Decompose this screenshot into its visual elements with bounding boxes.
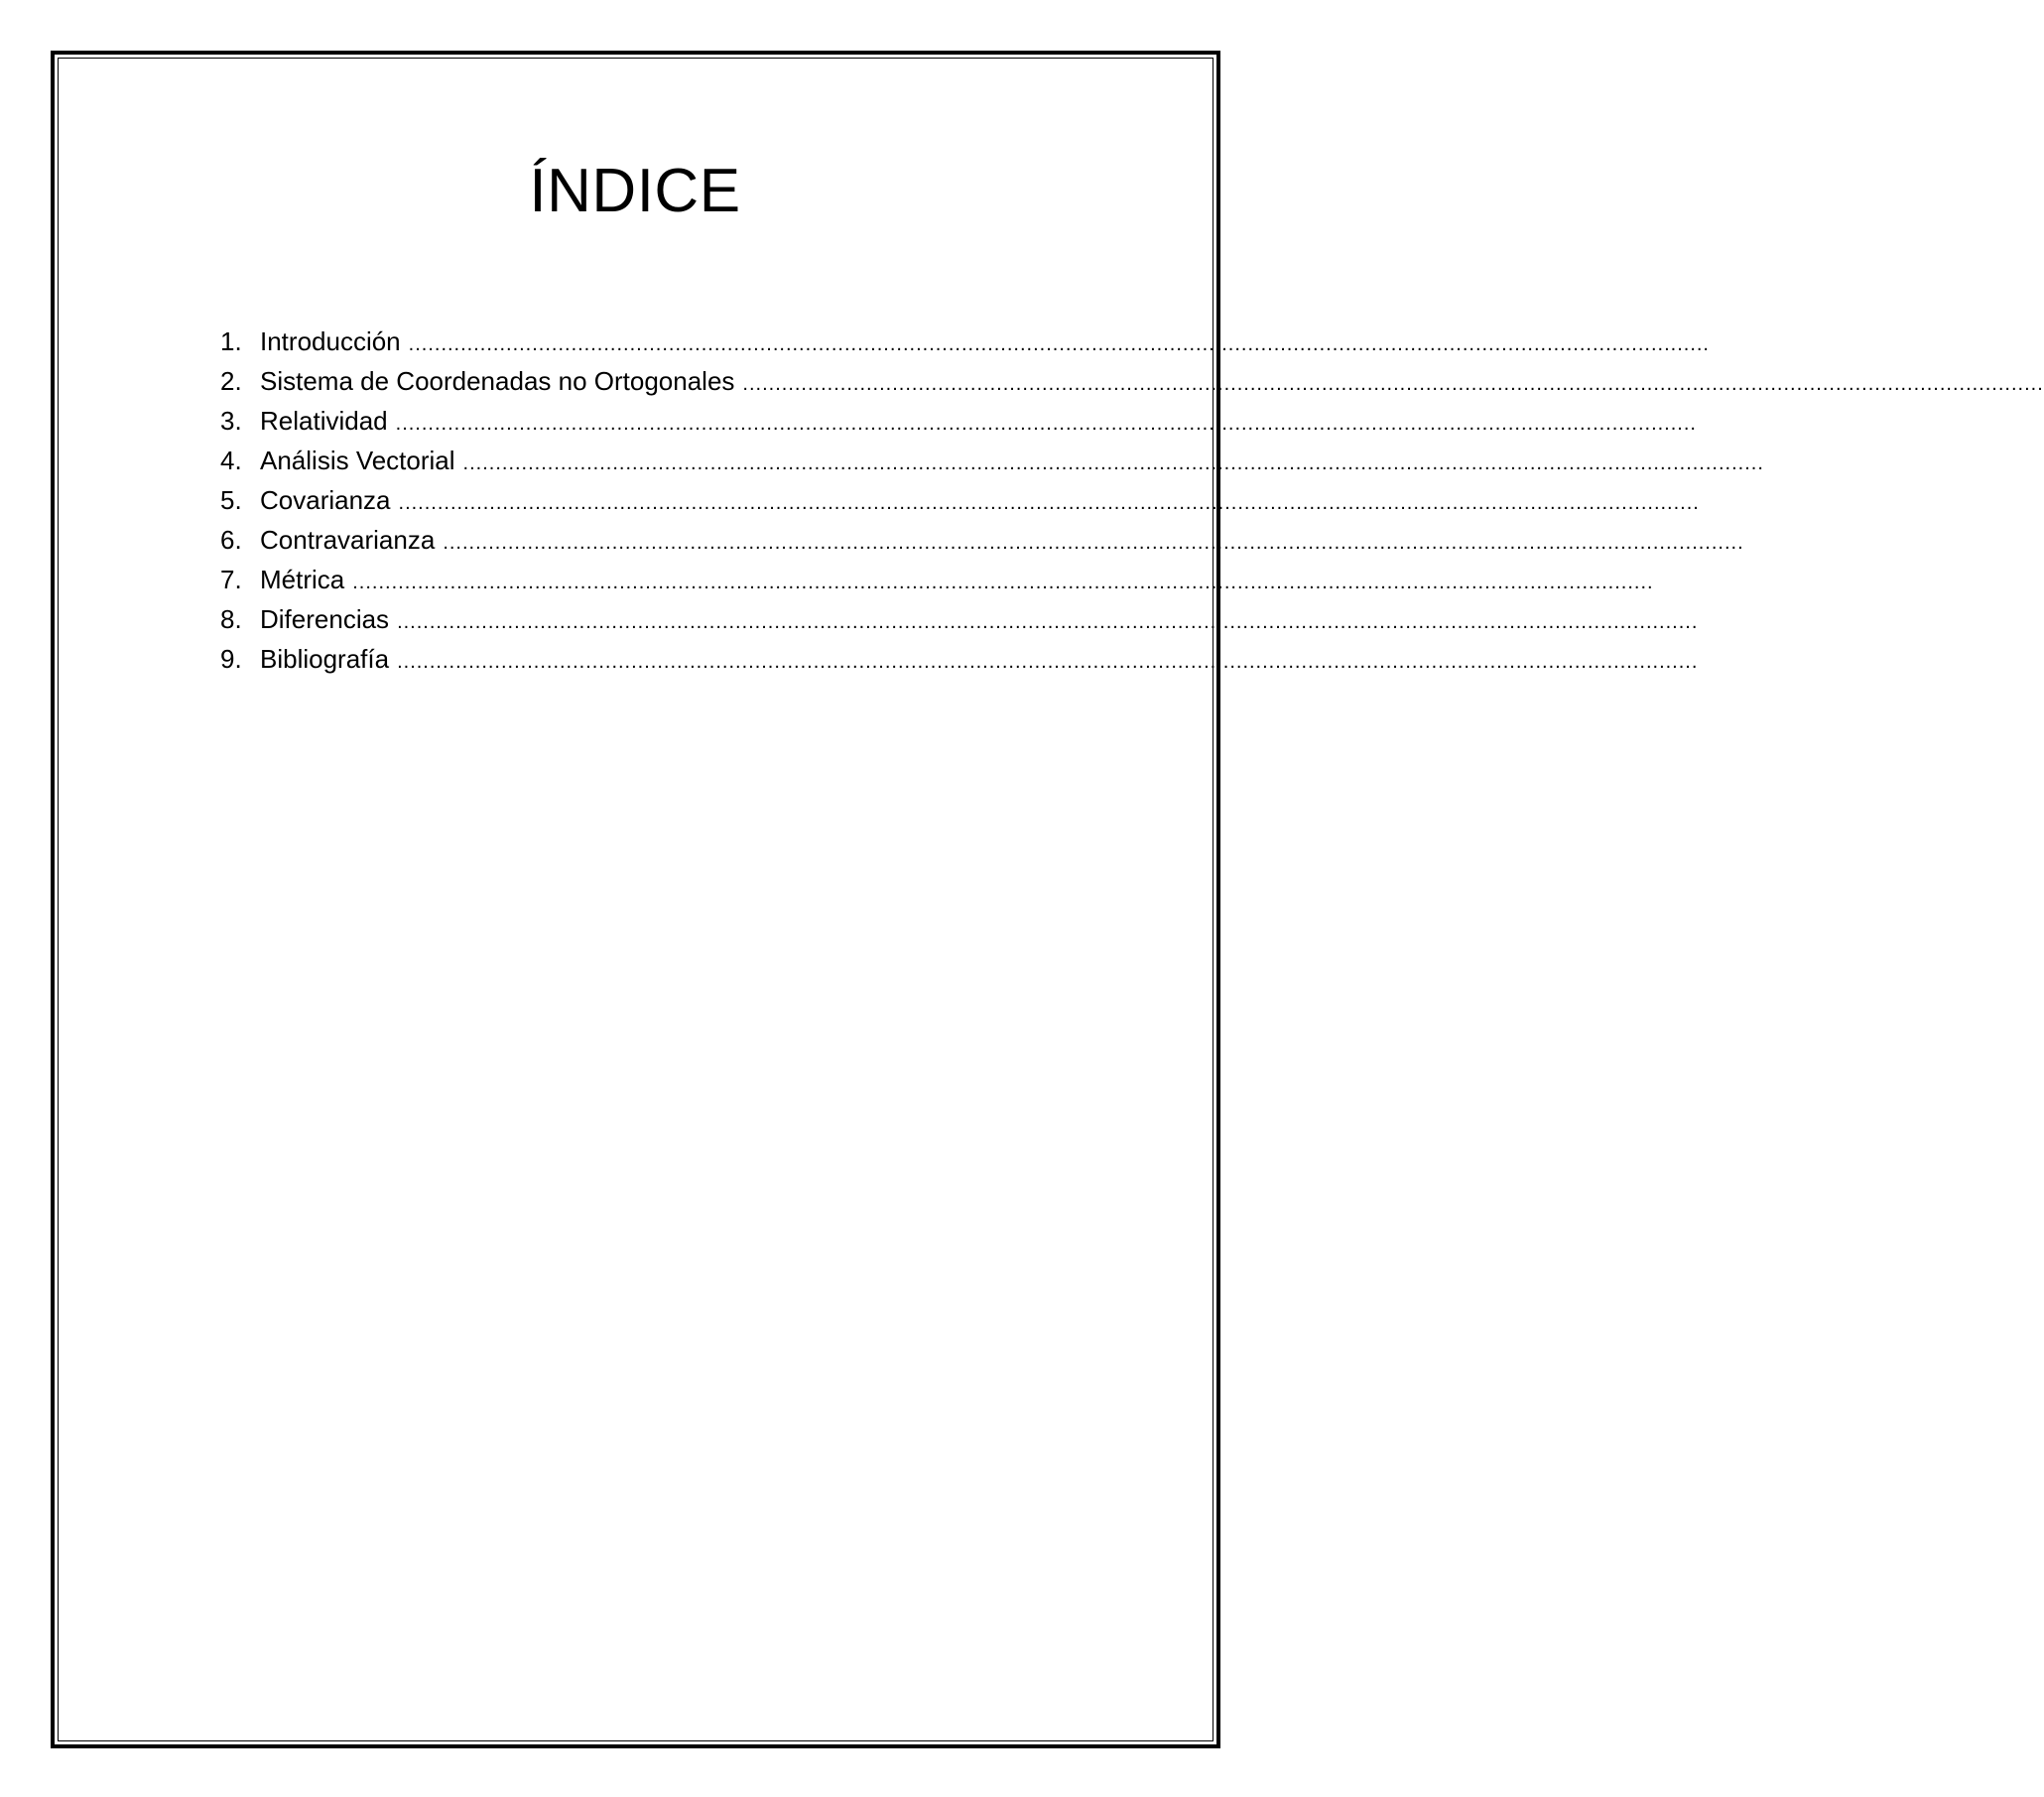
toc-dot-leader: ........................................................................................................................................................................................................ (443, 532, 1744, 554)
toc-item-number: 7. (220, 565, 242, 594)
toc-item-number: 8. (220, 604, 242, 634)
toc-item (220, 599, 1699, 639)
toc-item-label: Bibliografía (260, 644, 390, 674)
toc-item (220, 560, 1654, 599)
toc-item-label: Diferencias (260, 604, 390, 634)
toc-item (220, 401, 1697, 441)
toc-item (220, 321, 1710, 361)
toc-item-label: Sistema de Coordenadas no Ortogonales (260, 366, 735, 396)
toc-item-label: Relatividad (260, 406, 388, 436)
toc-item-number: 4. (220, 446, 242, 475)
toc-item-label: Contravarianza (260, 525, 436, 555)
toc-dot-leader: ........................................................................................................................................................................................................ (352, 572, 1654, 593)
toc-item (220, 520, 1744, 560)
toc-item (220, 361, 2044, 401)
toc-dot-leader: ........................................................................................................................................................................................................ (395, 413, 1697, 435)
toc-item (220, 480, 1700, 520)
toc-item-number: 5. (220, 485, 242, 515)
toc-item-number: 9. (220, 644, 242, 674)
toc-dot-leader: ........................................................................................................................................................................................................ (397, 611, 1699, 633)
toc-item (220, 441, 1764, 480)
toc-item-number: 6. (220, 525, 242, 555)
toc-dot-leader: ........................................................................................................................................................................................................ (742, 373, 2044, 395)
toc-item-label: Covarianza (260, 485, 391, 515)
toc-dot-leader: ........................................................................................................................................................................................................ (398, 492, 1700, 514)
toc-item-label: Análisis Vectorial (260, 446, 455, 475)
toc-item-number: 1. (220, 326, 242, 356)
page-border-inner (58, 58, 1214, 1741)
table-of-contents (220, 321, 2044, 679)
toc-item-number: 2. (220, 366, 242, 396)
page-title: ÍNDICE (529, 157, 741, 225)
toc-item-label: Introducción (260, 326, 401, 356)
toc-dot-leader: ........................................................................................................................................................................................................ (408, 333, 1710, 355)
toc-item (220, 639, 1699, 679)
toc-item-label: Métrica (260, 565, 345, 594)
toc-dot-leader: ........................................................................................................................................................................................................ (397, 651, 1699, 673)
toc-dot-leader: ........................................................................................................................................................................................................ (462, 452, 1764, 474)
toc-item-number: 3. (220, 406, 242, 436)
